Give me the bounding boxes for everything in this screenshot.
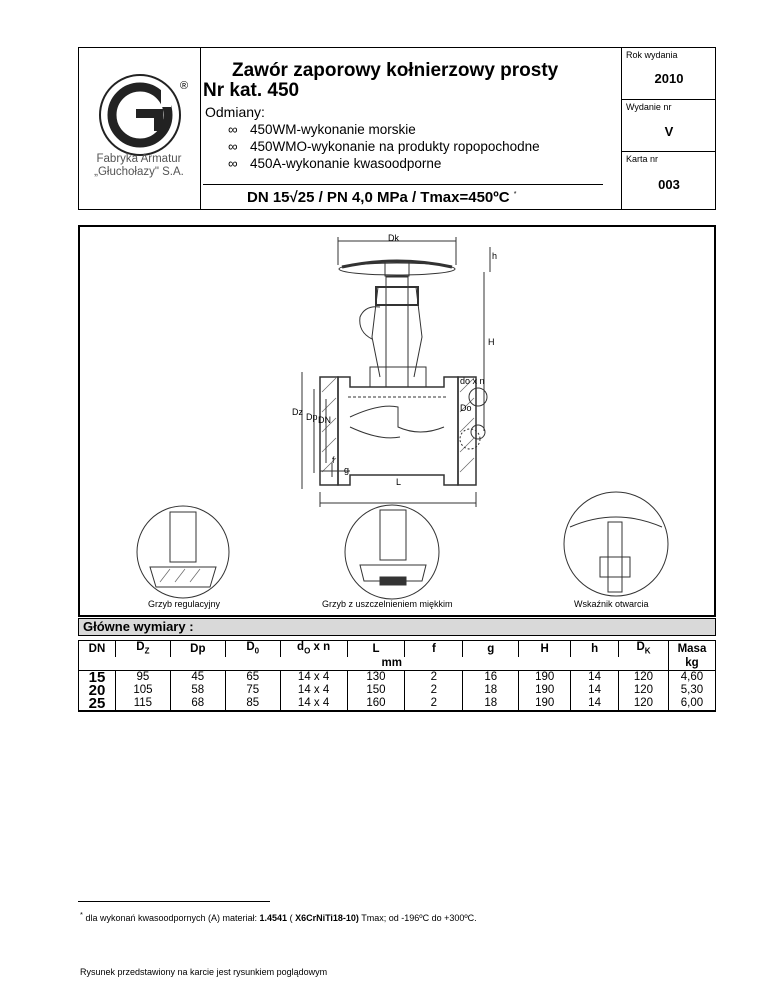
dim-label-g: g bbox=[344, 465, 350, 475]
dim-label-dz: Dz bbox=[292, 407, 303, 417]
dim-label-d0: Do bbox=[460, 403, 472, 413]
dim-label-f: f bbox=[332, 455, 335, 465]
caption-opening-indicator: Wskaźnik otwarcia bbox=[574, 599, 649, 609]
dim-label-l: L bbox=[396, 477, 402, 487]
col-header: $d_O$ x n bbox=[280, 641, 347, 658]
spec-line bbox=[247, 189, 517, 206]
logo-cell bbox=[78, 47, 201, 210]
caption-soft-seal-plug: Grzyb z uszczelnieniem miękkim bbox=[322, 599, 453, 609]
header-rule bbox=[203, 184, 603, 185]
spec-text: DN 15√25 / PN 4,0 MPa / Tmax=450ºC bbox=[247, 189, 510, 206]
footnote-text: Tmax; od -196ºC do +300ºC. bbox=[358, 913, 477, 923]
col-header: L bbox=[347, 641, 405, 658]
table-row: 25 115 68 85 14 x 4 160 2 18 190 14 120 6,00 bbox=[79, 697, 716, 711]
unit-kg: kg bbox=[668, 657, 715, 671]
col-header: f bbox=[405, 641, 463, 658]
footnote-rule bbox=[78, 901, 270, 902]
footnote-text: ( bbox=[287, 913, 296, 923]
footnote-mark: * bbox=[80, 910, 83, 919]
variant-item bbox=[228, 156, 441, 171]
col-header: DN bbox=[79, 641, 116, 658]
variants-heading: Odmiany: bbox=[205, 104, 265, 120]
company-name-line1: Fabryka Armatur bbox=[96, 153, 182, 165]
issue-year-label: Rok wydania bbox=[626, 50, 678, 60]
table-row: 20 105 58 75 14 x 4 150 2 18 190 14 120 5,30 bbox=[79, 684, 716, 697]
catalog-number: Nr kat. 450 bbox=[203, 80, 300, 101]
card-number-value: 003 bbox=[658, 177, 680, 192]
dim-label-dn: DN bbox=[318, 415, 331, 425]
dim-label-dk: Dk bbox=[388, 233, 399, 243]
footnote-material: 1.4541 bbox=[259, 913, 288, 923]
issue-year-value: 2010 bbox=[654, 71, 684, 86]
valve-drawing bbox=[80, 227, 714, 615]
caption-regulating-plug: Grzyb regulacyjny bbox=[148, 599, 221, 609]
card-number-label: Karta nr bbox=[626, 154, 659, 164]
dim-label-do-n: do x n bbox=[460, 376, 485, 386]
page-footer: Rysunek przedstawiony na karcie jest rysunkiem poglądowym bbox=[80, 967, 328, 977]
edition-label: Wydanie nr bbox=[626, 102, 672, 112]
col-header: h bbox=[571, 641, 619, 658]
company-logo bbox=[78, 47, 201, 210]
col-header: Dp bbox=[170, 641, 225, 658]
product-title: Zawór zaporowy kołnierzowy prosty bbox=[232, 60, 559, 81]
dim-label-dp: Dp bbox=[306, 412, 318, 422]
technical-drawing bbox=[78, 225, 716, 617]
unit-mm: mm bbox=[115, 657, 668, 671]
meta-column bbox=[621, 47, 716, 210]
variant-item bbox=[228, 122, 416, 137]
col-header: Masa bbox=[668, 641, 715, 658]
dimensions-table bbox=[78, 640, 716, 712]
footnote-text: dla wykonań kwasoodpornych (A) materiał: bbox=[85, 913, 260, 923]
table-row: 15 95 45 65 14 x 4 130 2 16 190 14 120 4,60 bbox=[79, 671, 716, 685]
footnote bbox=[80, 910, 477, 923]
spec-footnote-mark: * bbox=[513, 191, 517, 198]
variant-text: 450WMO-wykonanie na produkty ropopochodne bbox=[250, 139, 540, 154]
col-header: H bbox=[519, 641, 571, 658]
col-header: $D_Z$ bbox=[115, 641, 170, 658]
infinity-bullet-icon: ∞ bbox=[228, 139, 238, 154]
col-header: $D_K$ bbox=[619, 641, 669, 658]
edition-value: V bbox=[664, 124, 674, 139]
dim-label-H: H bbox=[488, 337, 495, 347]
footnote-grade: X6CrNiTi18-10) bbox=[295, 913, 359, 923]
infinity-bullet-icon: ∞ bbox=[228, 122, 238, 137]
table-title: Główne wymiary : bbox=[78, 618, 716, 636]
infinity-bullet-icon: ∞ bbox=[228, 156, 238, 171]
variant-text: 450A-wykonanie kwasoodporne bbox=[250, 156, 442, 171]
col-header: $D_0$ bbox=[225, 641, 280, 658]
units-row bbox=[79, 657, 716, 671]
registered-mark: ® bbox=[180, 80, 189, 92]
dim-label-h: h bbox=[492, 251, 498, 261]
col-header: g bbox=[463, 641, 519, 658]
table-header-row bbox=[79, 641, 716, 658]
company-name-line2: „Głuchołazy" S.A. bbox=[94, 166, 184, 178]
variant-item bbox=[228, 139, 540, 154]
variant-text: 450WM-wykonanie morskie bbox=[250, 122, 416, 137]
